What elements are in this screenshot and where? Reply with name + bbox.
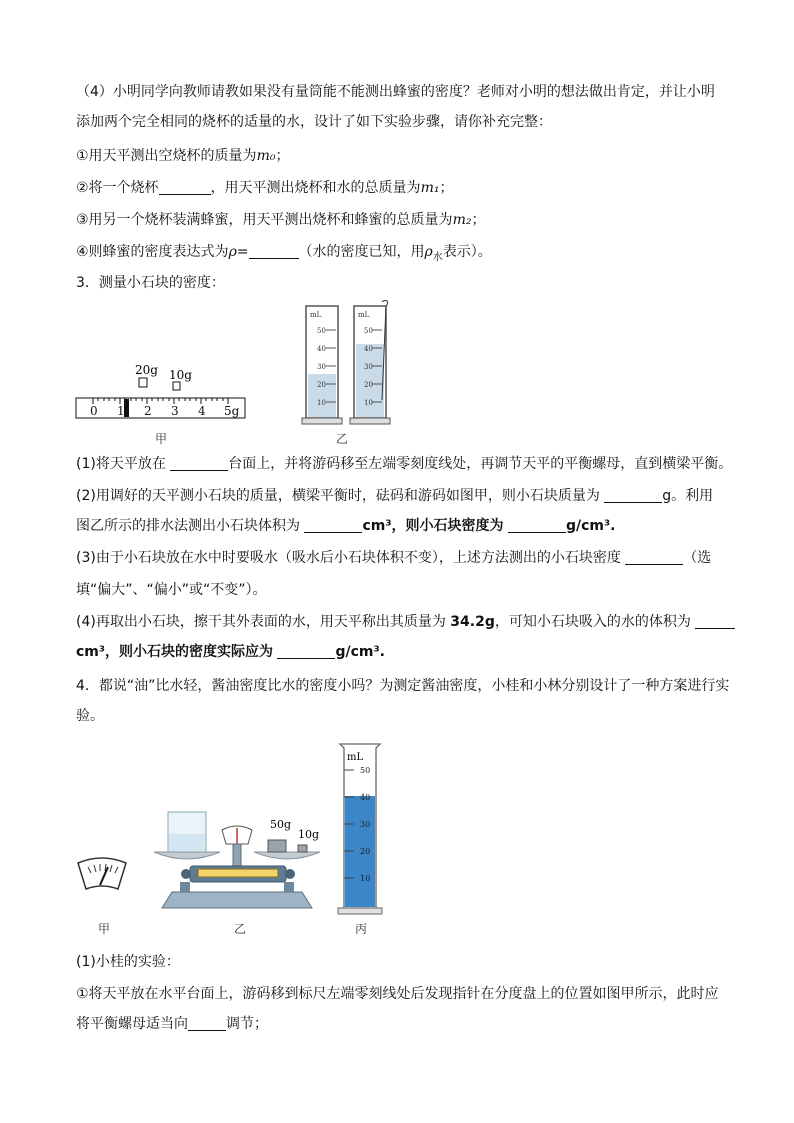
q2-step3-text: ③用另一个烧杯装满蜂蜜，用天平测出烧杯和蜂蜜的总质量为 — [76, 212, 453, 228]
q3-item4-line1 — [76, 612, 735, 632]
scale-label-1: 1 — [117, 404, 125, 418]
q2-step3 — [76, 210, 485, 230]
q2-step3-var: m₂ — [452, 212, 472, 228]
cyl-right-unit: mL — [358, 311, 370, 319]
q3-item4-absorbed-blank[interactable] — [695, 613, 735, 629]
cyl-right-tick-10: 10 — [364, 399, 373, 407]
q3-fig-jia — [74, 362, 249, 422]
q3-item2-volume-blank[interactable] — [304, 517, 362, 533]
q3-item1 — [76, 454, 732, 474]
q4-step1-line1: ①将天平放在水平台面上，游码移到标尺左端零刻线处后发现指针在分度盘上的位置如图甲所示，此时应 — [76, 986, 719, 1002]
weight-10g-label: 10g — [298, 828, 320, 841]
q3-item4-text-d: g/cm³. — [335, 644, 385, 660]
left-pan-icon — [154, 852, 220, 859]
q2-step4-text-c: 表示）。 — [442, 244, 492, 260]
q4-step1-text-a: 将平衡螺母适当向 — [76, 1016, 188, 1032]
q2-step4-var: ρ — [228, 244, 237, 260]
q3-item2-text-d: cm³，则小石块密度为 — [362, 518, 504, 534]
cyl-left-tick-10: 10 — [317, 399, 326, 407]
q2-step4-eq: = — [236, 244, 249, 260]
q3-item2-density-blank[interactable] — [508, 517, 566, 533]
q2-step4-text-a: ④则蜂蜜的密度表达式为 — [76, 244, 229, 260]
cyl-left-unit: mL — [310, 311, 322, 319]
cyl-bing-tick-40: 40 — [360, 793, 371, 802]
q3-fig-jia-caption: 甲 — [155, 432, 168, 446]
scale-label-2: 2 — [144, 404, 152, 418]
q3-item2-text-b: g。利用 — [662, 488, 714, 504]
q2-step2-text-b: ，用天平测出烧杯和水的总质量为 — [210, 180, 421, 196]
q3-item2-mass-blank[interactable] — [604, 487, 662, 503]
q3-item1-text-a: (1)将天平放在 — [76, 456, 166, 472]
q3-item2-text-a: (2)用调好的天平测小石块的质量，横梁平衡时，砝码和游码如图甲，则小石块质量为 — [76, 488, 600, 504]
q3-item4-density-blank[interactable] — [277, 643, 335, 659]
cyl-bing-unit: mL — [347, 752, 364, 763]
scale-label-0: 0 — [90, 404, 98, 418]
q4-fig-yi-balance — [150, 808, 325, 913]
q3-item4-text-a: (4)再取出小石块，擦干其外表面的水，用天平称出其质量为 — [76, 614, 446, 630]
cyl-right-tick-40: 40 — [364, 345, 373, 353]
q4-title-line1: 4．都说“油”比水轻，酱油密度比水的密度小吗？为测定酱油密度，小桂和小林分别设计了一种方案进行实 — [76, 678, 730, 694]
q3-item3-text-b: （选 — [683, 550, 712, 566]
q3-item2-text-e: g/cm³. — [565, 518, 616, 534]
q2-part4-intro-line2: 添加两个完全相同的烧杯的适量的水，设计了如下实验步骤，请你补充完整： — [76, 114, 552, 130]
weight-50g-icon — [268, 840, 286, 852]
rider-scale-bar — [76, 398, 245, 418]
q4-step1-blank[interactable] — [188, 1015, 226, 1031]
q4-fig-jia-caption: 甲 — [98, 922, 111, 936]
q4-sub1: (1)小桂的实验： — [76, 954, 180, 970]
weight-10g-label: 10g — [169, 368, 192, 382]
q2-step1 — [76, 146, 289, 166]
right-pan-icon — [254, 852, 320, 859]
weight-20g-label: 20g — [135, 363, 158, 377]
beaker-icon — [168, 812, 206, 852]
q2-step1-end: ； — [275, 148, 290, 164]
q4-step1-line2 — [76, 1014, 268, 1034]
q3-fig-yi-caption: 乙 — [336, 432, 349, 446]
scale-label-3: 3 — [171, 404, 179, 418]
q2-step1-text: ①用天平测出空烧杯的质量为 — [76, 148, 257, 164]
weight-50g-label: 50g — [270, 818, 292, 831]
balance-base-icon — [162, 892, 312, 908]
q3-item2-text-c: 图乙所示的排水法测出小石块体积为 — [76, 518, 300, 534]
q3-item2-line1 — [76, 486, 713, 506]
q4-title-line2: 验。 — [76, 708, 104, 724]
q2-part4-intro-line1: （4）小明同学向教师请教如果没有量筒能不能测出蜂蜜的密度？老师对小明的想法做出肯定，并让小明 — [76, 84, 715, 100]
q3-fig-yi — [300, 300, 420, 430]
q4-fig-bing-caption: 丙 — [355, 922, 368, 936]
cyl-bing-tick-10: 10 — [360, 874, 371, 883]
q3-item4-text-b: ，可知小石块吸入的水的体积为 — [494, 614, 691, 630]
q3-item1-text-b: 台面上，并将游码移至左端零刻度线处，再调节天平的平衡螺母，直到横梁平衡。 — [228, 456, 733, 472]
q2-step2-blank[interactable] — [159, 179, 211, 195]
weight-10g-icon — [173, 382, 180, 390]
q3-item1-blank[interactable] — [170, 455, 228, 471]
cyl-right-tick-50: 50 — [364, 327, 373, 335]
q3-item2-line2 — [76, 516, 615, 536]
q3-title: 3．测量小石块的密度： — [76, 275, 225, 291]
scale-label-4: 4 — [198, 404, 206, 418]
q3-item3-line2: 填“偏大”、“偏小”或“不变”）。 — [76, 582, 267, 598]
q2-step1-var: m₀ — [256, 148, 276, 164]
q2-step4-rho-sub: 水 — [432, 251, 443, 263]
q3-item3-blank[interactable] — [625, 549, 683, 565]
q2-step2-text-a: ②将一个烧杯 — [76, 180, 159, 196]
q2-step4-rho: ρ — [424, 244, 433, 260]
q2-step4-text-b: （水的密度已知，用 — [298, 244, 425, 260]
cyl-bing-tick-30: 30 — [360, 820, 371, 829]
q3-item4-mass: 34.2g — [450, 614, 495, 630]
weight-20g-icon — [139, 378, 147, 387]
q3-item4-text-c: cm³，则小石块的密度实际应为 — [76, 644, 274, 660]
cyl-left-tick-50: 50 — [317, 327, 326, 335]
weight-10g-q4-icon — [298, 845, 307, 852]
q2-step2 — [76, 178, 453, 198]
q2-step4-blank[interactable] — [249, 243, 299, 259]
rider-icon — [124, 399, 129, 417]
q4-fig-bing-cylinder — [336, 740, 386, 918]
cylinder-right — [350, 300, 390, 424]
beam-scale-icon — [198, 869, 278, 877]
q2-step4 — [76, 242, 492, 268]
q3-item3-text-a: (3)由于小石块放在水中时要吸水（吸水后小石块体积不变），上述方法测出的小石块密度 — [76, 550, 621, 566]
cyl-right-tick-20: 20 — [364, 381, 373, 389]
cyl-left-tick-20: 20 — [317, 381, 326, 389]
cylinder-left — [302, 306, 342, 424]
q2-step3-end: ； — [471, 212, 486, 228]
cyl-left-tick-40: 40 — [317, 345, 326, 353]
q4-step1-text-b: 调节； — [226, 1016, 268, 1032]
cyl-bing-tick-50: 50 — [360, 766, 371, 775]
q4-fig-yi-caption: 乙 — [234, 922, 247, 936]
q4-fig-jia-dial — [74, 855, 134, 895]
cyl-right-tick-30: 30 — [364, 363, 373, 371]
q2-step2-var: m₁ — [420, 180, 440, 196]
q2-step2-end: ； — [439, 180, 454, 196]
scale-label-5g: 5g — [224, 404, 240, 418]
cyl-bing-tick-20: 20 — [360, 847, 371, 856]
q3-item4-line2 — [76, 642, 385, 662]
q3-item3-line1 — [76, 548, 711, 568]
cyl-left-tick-30: 30 — [317, 363, 326, 371]
